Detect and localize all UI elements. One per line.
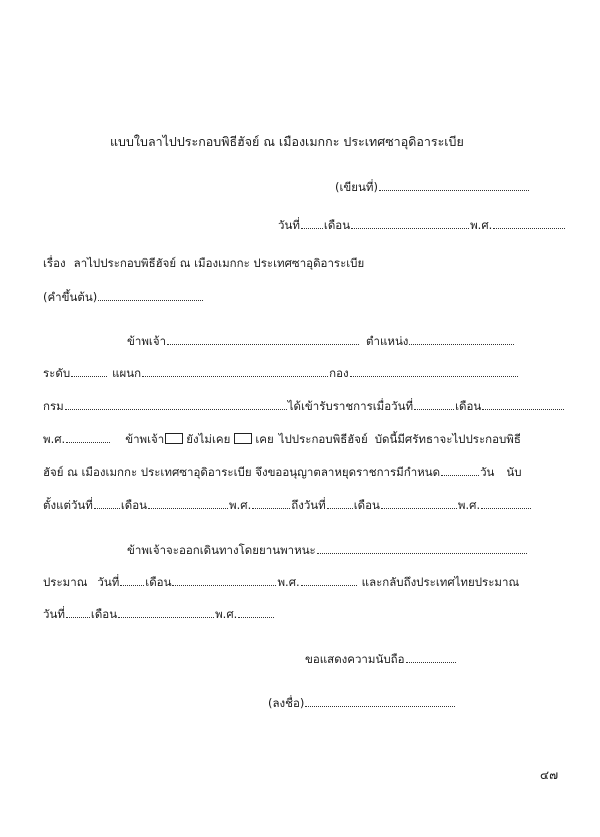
depart-month-field[interactable] (172, 576, 276, 586)
depart-year-label: พ.ศ. (277, 575, 300, 589)
from-month-label: เดือน (120, 498, 148, 512)
applicant-label: ข้าพเจ้า (127, 334, 167, 348)
from-date-label: ตั้งแต่วันที่ (43, 498, 93, 512)
have-checkbox[interactable] (234, 433, 252, 444)
to-year-field[interactable] (481, 499, 531, 509)
depart-label: ข้าพเจ้าจะออกเดินทางโดยยานพาหนะ (127, 543, 316, 557)
body-line-5 (43, 465, 522, 479)
date-month-label: เดือน (323, 218, 351, 232)
division-field[interactable] (350, 367, 518, 377)
count-label: นับ (506, 465, 522, 479)
days-label: วัน (480, 465, 495, 479)
form-title: แบบใบลาไปประกอบพิธีฮัจย์ ณ เมืองเมกกะ ประเทศซาอุดิอาระเบีย (110, 134, 464, 149)
to-year-label: พ.ศ. (457, 498, 481, 512)
body-line-2 (43, 366, 519, 380)
subject-line (43, 256, 364, 270)
from-day-field[interactable] (94, 499, 120, 509)
position-label: ตำแหน่ง (366, 334, 409, 348)
return-day-label: วันที่ (43, 607, 65, 621)
page-number: ๔๗ (540, 768, 559, 782)
return-day-field[interactable] (66, 608, 90, 618)
body-line-3 (43, 399, 565, 413)
return-month-label: เดือน (90, 607, 118, 621)
body-line-4 (43, 432, 521, 446)
signature-line (268, 696, 456, 710)
subject-label: เรื่อง (43, 256, 66, 270)
to-month-label: เดือน (353, 498, 380, 512)
from-month-field[interactable] (148, 499, 228, 509)
date-day-label: วันที่ (278, 218, 300, 232)
to-month-field[interactable] (381, 499, 457, 509)
attend-hajj-label: ไปประกอบพิธีฮัจย์ (278, 432, 368, 446)
level-field[interactable] (71, 367, 107, 377)
department-field[interactable] (65, 400, 287, 410)
signature-field[interactable] (305, 697, 455, 707)
entered-year-label: พ.ศ. (43, 432, 66, 446)
applicant-name-field[interactable] (167, 335, 359, 345)
closing-field (406, 653, 456, 663)
to-date-label: ถึงวันที่ (291, 498, 326, 512)
entered-month-field[interactable] (482, 400, 564, 410)
entered-day-field[interactable] (414, 400, 454, 410)
vehicle-field[interactable] (317, 544, 527, 554)
section-field[interactable] (142, 367, 328, 377)
written-at-label: (เขียนที่) (335, 180, 378, 194)
return-month-field[interactable] (118, 608, 214, 618)
entered-month-label: เดือน (455, 399, 482, 413)
section-label: แผนก (112, 366, 142, 380)
entered-service-label: ได้เข้ารับราชการเมื่อวันที่ (287, 399, 414, 413)
salutation-label: (คำขึ้นต้น) (43, 290, 98, 304)
depart-month-label: เดือน (145, 575, 172, 589)
signature-label: (ลงชื่อ) (268, 696, 305, 710)
never-checkbox[interactable] (165, 433, 183, 444)
depart-day-label: วันที่ (97, 575, 120, 589)
depart-day-field[interactable] (120, 576, 144, 586)
salutation-field[interactable] (98, 291, 203, 301)
travel-line-1 (127, 543, 528, 557)
have-label: เคย (255, 432, 274, 446)
written-at-line (335, 180, 530, 194)
closing-line (305, 652, 457, 666)
travel-line-3 (43, 607, 275, 621)
date-line (278, 218, 566, 232)
applicant-label-2: ข้าพเจ้า (125, 432, 165, 446)
division-label: กอง (329, 366, 349, 380)
to-day-field[interactable] (327, 499, 353, 509)
date-year-label: พ.ศ. (470, 218, 493, 232)
return-label: และกลับถึงประเทศไทยประมาณ (361, 575, 520, 589)
from-year-field[interactable] (252, 499, 290, 509)
never-label: ยังไม่เคย (186, 432, 231, 446)
closing-label: ขอแสดงความนับถือ (305, 652, 405, 666)
leave-days-field[interactable] (441, 466, 479, 476)
hajj-at-label: ฮัจย์ ณ เมืองเมกกะ ประเทศซาอุดิอาระเบีย จึงขออนุญาตลาหยุดราชการมีกำหนด (43, 465, 441, 479)
date-year-field[interactable] (493, 219, 565, 229)
approx-label: ประมาณ (43, 575, 88, 589)
travel-line-2 (43, 575, 519, 589)
date-day-field[interactable] (301, 219, 323, 229)
department-label: กรม (43, 399, 64, 413)
salutation-line (43, 290, 204, 304)
subject-text: ลาไปประกอบพิธีฮัจย์ ณ เมืองเมกกะ ประเทศซาอุดิอาระเบีย (73, 256, 365, 270)
body-line-6 (43, 498, 532, 512)
date-month-field[interactable] (351, 219, 469, 229)
return-year-label: พ.ศ. (215, 607, 238, 621)
written-at-field[interactable] (379, 181, 529, 191)
depart-year-field[interactable] (301, 576, 357, 586)
position-field[interactable] (409, 335, 514, 345)
entered-year-field[interactable] (66, 433, 110, 443)
from-year-label: พ.ศ. (229, 498, 252, 512)
level-label: ระดับ (43, 366, 71, 380)
return-year-field[interactable] (238, 608, 274, 618)
now-faith-label: บัดนี้มีศรัทธาจะไปประกอบพิธี (374, 432, 521, 446)
body-line-1 (127, 334, 515, 348)
